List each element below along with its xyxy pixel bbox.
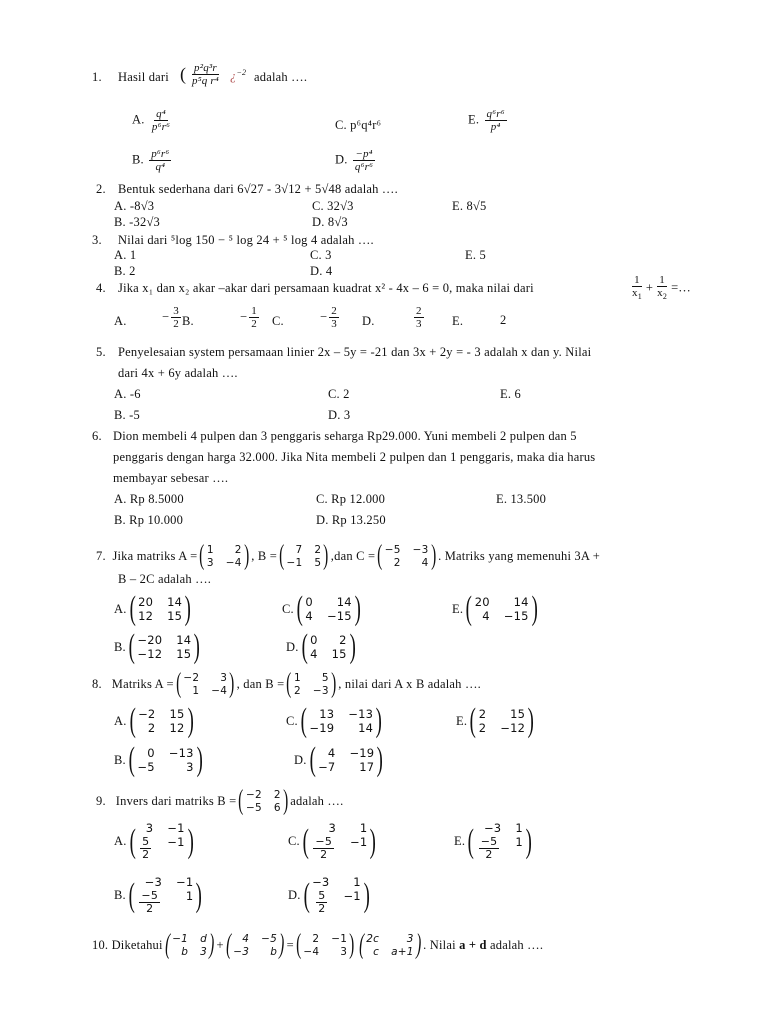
- q7-option-c: C. ( 0 14 4 −15 ): [282, 594, 363, 624]
- q8-option-a: A. ( −2 15 2 12 ): [114, 706, 196, 736]
- matrix-cell: 2: [478, 720, 487, 735]
- q1-frac-den: p⁵q r⁴: [192, 75, 219, 87]
- right-paren: ): [531, 590, 538, 627]
- right-paren: ): [349, 628, 356, 665]
- q5-line-2: dari 4x + 6y adalah ….: [118, 366, 238, 380]
- matrix-cell: 2c: [366, 932, 380, 945]
- matrix-grid: [286, 544, 321, 569]
- q5-line-1: Penyelesaian system persamaan linier 2x – 5y = -21 dan 3x + 2y = - 3 adalah x dan y. Nilai: [118, 345, 592, 359]
- matrix-cell: 0: [305, 594, 313, 609]
- matrix-cell: $\frac{5}{2}$: [142, 835, 150, 861]
- matrix-cell: −4: [225, 556, 242, 569]
- matrix-cell: 15: [169, 706, 185, 721]
- q9-option-a-matrix: [127, 822, 197, 861]
- matrix-cell: 3: [206, 556, 214, 569]
- q5-option-e: E. 6: [500, 387, 521, 401]
- matrix-cell: 1: [515, 835, 523, 849]
- matrix-cell: −2: [138, 706, 156, 721]
- q4-number: 4.: [96, 281, 106, 295]
- matrix-cell: −2: [245, 788, 262, 801]
- matrix-cell: 20: [474, 594, 490, 609]
- matrix-cell: −15: [326, 608, 352, 623]
- matrix-cell: $\frac{-5}{2}$: [315, 835, 333, 861]
- matrix-cell: −5: [261, 932, 278, 945]
- right-paren: ): [349, 929, 355, 960]
- q6-line-2: penggaris dengan harga 32.000. Jika Nita membeli 2 pulpen dan 1 penggaris, maka dia harus: [113, 450, 596, 464]
- q6-option-a: A. Rp 8.5000: [114, 492, 184, 506]
- right-paren: ): [279, 929, 285, 960]
- matrix-cell: 3: [220, 671, 228, 684]
- matrix-cell: 3: [186, 759, 194, 774]
- q8-matrix-a: [174, 669, 237, 699]
- q4-option-e-value: 2: [500, 313, 507, 327]
- right-paren: ): [430, 540, 436, 571]
- matrix-grid: [138, 596, 182, 623]
- right-paren: ): [369, 822, 377, 860]
- q9-option-c: C. ( 3 1 $\frac{-5}{2}$ −1 ): [288, 822, 379, 861]
- q7-option-b: B. ( −20 14 −12 15 ): [114, 632, 203, 662]
- q1-option-c: C. p⁶q⁴r⁶: [335, 118, 382, 132]
- matrix-grid: [138, 708, 184, 735]
- q8-option-c-matrix: [298, 702, 385, 739]
- matrix-cell: −5: [384, 543, 401, 556]
- q2-option-b: B. -32√3: [114, 215, 160, 229]
- left-paren: (: [303, 876, 310, 914]
- right-paren: ): [282, 785, 289, 816]
- q5-option-c: C. 2: [328, 387, 350, 401]
- matrix-cell: 6: [273, 801, 281, 814]
- q8-matrix-b: [284, 669, 338, 699]
- q6-line-1: Dion membeli 4 pulpen dan 3 penggaris seharga Rp29.000. Yuni membeli 2 pulpen dan 5: [113, 429, 577, 443]
- right-paren: ): [209, 929, 215, 960]
- q1-adalah: adalah ….: [254, 70, 308, 84]
- matrix-cell: −3: [312, 875, 330, 889]
- right-paren: ): [243, 540, 250, 571]
- q7-line-2: B – 2C adalah ….: [118, 572, 212, 586]
- matrix-grid: [172, 933, 207, 958]
- matrix-grid: [318, 747, 374, 774]
- matrix-cell: −5: [245, 801, 262, 814]
- matrix-cell: 14: [513, 594, 529, 609]
- matrix-grid: [312, 876, 361, 915]
- matrix-cell: −19: [309, 720, 335, 735]
- q9-option-e: E. ( −3 1 $\frac{-5}{2}$ 1 ): [454, 822, 534, 861]
- q7-stem: 7. Jika matriks A = ( 1 2 3 −4 ) , B = ( 7 2 −1 5 ) ,dan C = ( −5 −3 2 4 ) . Matriks yang memenuhi 3A +: [96, 540, 600, 571]
- matrix-cell: −3: [312, 684, 329, 697]
- matrix-cell: −1: [350, 835, 368, 849]
- matrix-cell: −13: [348, 706, 374, 721]
- matrix-cell: 2: [339, 632, 347, 647]
- q9-option-d-matrix: [301, 876, 373, 915]
- q4-option-d-label: D.: [362, 314, 375, 328]
- q10-matrix-1: [163, 930, 217, 960]
- left-paren: (: [295, 929, 302, 960]
- q8-option-b-matrix: [126, 741, 205, 778]
- left-paren: (: [296, 590, 303, 627]
- q9-matrix-b: [236, 786, 290, 816]
- right-paren: ): [229, 668, 235, 699]
- matrix-cell: 4: [242, 932, 250, 945]
- q1-fraction: [190, 62, 221, 87]
- q2-option-d: D. 8√3: [312, 215, 348, 229]
- q7-lead: Jika matriks A =: [112, 548, 198, 563]
- q2-option-e: E. 8√5: [452, 199, 487, 213]
- left-paren: (: [358, 929, 365, 960]
- matrix-cell: 1: [353, 875, 361, 889]
- right-paren: ): [415, 929, 421, 960]
- q3-option-a: A. 1: [114, 248, 137, 262]
- q3-text: Nilai dari ⁵log 150 − ⁵ log 24 + ⁵ log 4 adalah ….: [118, 233, 374, 247]
- right-paren: ): [375, 702, 383, 739]
- left-paren: (: [286, 668, 292, 699]
- matrix-cell: 2: [312, 932, 320, 945]
- q7-option-c-matrix: [294, 590, 363, 627]
- q1-option-b: B. $\frac{\text{p⁶r⁶}}{\text{q⁴}}$: [132, 148, 170, 173]
- q8-number: 8.: [92, 676, 102, 691]
- left-paren: (: [238, 785, 244, 816]
- matrix-grid: [475, 596, 529, 623]
- matrix-cell: 5: [321, 671, 329, 684]
- q9-option-b: B. ( −3 −1 $\frac{-5}{2}$ 1 ): [114, 876, 205, 915]
- right-paren: ): [525, 822, 532, 860]
- left-paren: (: [469, 702, 477, 739]
- matrix-cell: 1: [293, 671, 301, 684]
- matrix-cell: 1: [192, 684, 200, 697]
- q7-option-d: D. ( 0 2 4 15 ): [286, 632, 358, 662]
- matrix-cell: 3: [200, 945, 207, 958]
- matrix-cell: −1: [286, 556, 303, 569]
- matrix-cell: 15: [176, 646, 192, 661]
- left-paren: (: [301, 628, 308, 665]
- right-paren: ): [330, 668, 337, 699]
- matrix-cell: −5: [137, 759, 155, 774]
- matrix-cell: −15: [503, 608, 529, 623]
- right-paren: ): [527, 702, 535, 739]
- q3-option-c: C. 3: [310, 248, 332, 262]
- q6-option-b: B. Rp 10.000: [114, 513, 184, 527]
- matrix-cell: 20: [138, 594, 154, 609]
- q4-option-a-label: A.: [114, 314, 127, 328]
- left-paren: (: [279, 540, 285, 571]
- q3-option-b: B. 2: [114, 264, 136, 278]
- matrix-grid: [138, 822, 185, 861]
- matrix-cell: −1: [167, 835, 185, 849]
- matrix-cell: −1: [343, 889, 361, 903]
- right-paren: ): [193, 628, 201, 665]
- left-paren: (: [377, 540, 383, 571]
- matrix-cell: d: [200, 932, 207, 945]
- q1-frac-num: p²q³r: [194, 62, 217, 74]
- q2-number: 2.: [96, 182, 106, 196]
- matrix-cell: 2: [478, 706, 487, 721]
- q8-stem: 8. Matriks A = ( −2 3 1 −4 ) , dan B = ( 1 5 2 −3 ) , nilai dari A x B adalah ….: [92, 668, 481, 699]
- q4-option-b-value: − $\frac{1}{2}$: [240, 305, 257, 330]
- right-paren: ): [196, 741, 203, 778]
- matrix-cell: 3: [145, 821, 154, 835]
- left-paren: (: [129, 590, 136, 627]
- q9-option-e-matrix: [465, 822, 534, 861]
- right-paren: ): [363, 876, 370, 914]
- q8-option-c: C. ( 13 −13 −19 14 ): [286, 706, 385, 736]
- matrix-cell: c: [373, 945, 380, 958]
- matrix-cell: a+1: [391, 945, 414, 958]
- q9-option-c-matrix: [300, 822, 379, 861]
- q9-stem: 9. Invers dari matriks B = ( −2 2 −5 6 ) adalah ….: [96, 785, 344, 816]
- q2-text: Bentuk sederhana dari 6√27 - 3√12 + 5√48 adalah ….: [118, 182, 398, 196]
- matrix-cell: 14: [336, 594, 352, 609]
- q9-option-a: A. ( 3 −1 $\frac{5}{2}$ −1 ): [114, 822, 196, 861]
- q7-option-e: E. ( 20 14 4 −15 ): [452, 594, 540, 624]
- q7-matrix-b: [277, 541, 331, 571]
- matrix-cell: 1: [185, 889, 194, 903]
- q8-lead: Matriks A =: [111, 676, 174, 691]
- matrix-cell: −4: [211, 684, 228, 697]
- matrix-cell: 14: [167, 594, 183, 609]
- q10-matrix-2: [224, 930, 287, 960]
- left-paren: (: [129, 822, 136, 860]
- q1-option-d: D. $\frac{\text{−p⁴}}{\text{q⁶r⁶}}$: [335, 148, 374, 173]
- matrix-cell: b: [270, 945, 278, 958]
- matrix-cell: −1: [331, 932, 348, 945]
- q8-option-d-matrix: [307, 741, 386, 778]
- q4-option-b-label: B.: [182, 314, 194, 328]
- matrix-cell: $\frac{-5}{2}$: [141, 889, 159, 915]
- matrix-grid: [294, 672, 329, 697]
- matrix-cell: −4: [303, 945, 320, 958]
- left-paren: (: [128, 628, 135, 665]
- q1-tail-symbol: ¿$^{-2}$: [230, 68, 247, 84]
- q10-matrix-4: [357, 930, 423, 960]
- right-paren: ): [187, 822, 194, 860]
- q8-option-a-matrix: [127, 702, 196, 739]
- matrix-cell: 4: [310, 646, 318, 661]
- matrix-grid: [137, 634, 191, 661]
- q5-option-b: B. -5: [114, 408, 140, 422]
- q4-expression: $\frac{1}{x_1}$ + $\frac{1}{x_2}$ =…: [632, 274, 692, 302]
- q7-option-b-matrix: [126, 628, 203, 665]
- q4-text: Jika x₁ dan x₂ akar –akar dari persamaan kuadrat x² - 4x – 6 = 0, maka nilai dari: [118, 281, 534, 295]
- q7-option-a-matrix: [127, 590, 194, 627]
- matrix-cell: 12: [138, 608, 154, 623]
- q6-option-d: D. Rp 13.250: [316, 513, 386, 527]
- left-paren: (: [302, 822, 309, 860]
- matrix-cell: −20: [137, 632, 163, 647]
- matrix-cell: −1: [176, 875, 194, 889]
- q1-number: 1.: [92, 70, 102, 84]
- matrix-grid: [183, 672, 227, 697]
- left-paren: (: [465, 590, 473, 627]
- q10-matrix-3: [294, 930, 357, 960]
- matrix-grid: [310, 634, 347, 661]
- q8-option-e: E. ( 2 15 2 −12 ): [456, 706, 537, 736]
- matrix-cell: 2: [314, 543, 322, 556]
- q5-option-d: D. 3: [328, 408, 351, 422]
- q3-option-d: D. 4: [310, 264, 333, 278]
- left-paren: (: [309, 741, 316, 778]
- matrix-cell: 2: [293, 684, 301, 697]
- matrix-cell: −12: [137, 646, 163, 661]
- matrix-cell: 1: [515, 821, 523, 835]
- q4-option-c-label: C.: [272, 314, 284, 328]
- q7-matrix-a: [197, 541, 251, 571]
- q1-option-e: E. $\frac{\text{q⁶r⁶}}{\text{p⁴}}$: [468, 108, 505, 133]
- left-paren: (: [128, 876, 135, 914]
- q6-line-3: membayar sebesar ….: [113, 471, 229, 485]
- q10-stem: 10. Diketahui ( −1 d b 3 ) + ( 4 −5 −3 b ) = ( 2 −1 −4 3 ) ( 2c 3 c a+1 ) . Nilai a + d adalah ….: [92, 929, 544, 960]
- q10-number: 10.: [92, 937, 109, 952]
- right-paren: ): [187, 702, 194, 739]
- matrix-grid: [305, 596, 351, 623]
- matrix-grid: [477, 822, 523, 861]
- q1-option-a: A. $\frac{\text{q⁴}}{\text{p⁶r⁶}}$: [132, 108, 171, 133]
- matrix-cell: 1: [206, 543, 214, 556]
- matrix-cell: 15: [510, 706, 526, 721]
- matrix-cell: −3: [483, 821, 502, 835]
- q2-option-a: A. -8√3: [114, 199, 155, 213]
- q4-option-d-value: $\frac{2}{3}$: [416, 305, 422, 330]
- matrix-cell: b: [181, 945, 189, 958]
- q3-option-e: E. 5: [465, 248, 486, 262]
- matrix-cell: 7: [295, 543, 303, 556]
- q5-number: 5.: [96, 345, 106, 359]
- q7-number: 7.: [96, 548, 106, 563]
- right-paren: ): [354, 590, 361, 627]
- q7-option-d-matrix: [299, 628, 359, 665]
- matrix-grid: [137, 876, 193, 915]
- q4-option-c-value: − $\frac{2}{3}$: [320, 305, 337, 330]
- matrix-grid: [246, 789, 281, 814]
- matrix-cell: −2: [183, 671, 200, 684]
- matrix-grid: [311, 822, 367, 861]
- q3-number: 3.: [92, 233, 102, 247]
- matrix-grid: [233, 933, 277, 958]
- matrix-cell: 15: [167, 608, 183, 623]
- matrix-cell: 3: [340, 945, 348, 958]
- left-paren: (: [225, 929, 232, 960]
- matrix-grid: [303, 933, 347, 958]
- matrix-cell: −12: [500, 720, 526, 735]
- matrix-grid: [385, 544, 429, 569]
- q8-option-e-matrix: [467, 702, 536, 739]
- matrix-cell: 2: [393, 556, 401, 569]
- q9-option-d: D. ( −3 1 $\frac{5}{2}$ −1 ): [288, 876, 372, 915]
- q1-paren: (: [180, 64, 187, 84]
- q1-lead: Hasil dari: [118, 70, 169, 84]
- matrix-cell: 2: [234, 543, 242, 556]
- q9-lead: Invers dari matriks B =: [115, 793, 237, 808]
- matrix-cell: −19: [349, 745, 375, 760]
- matrix-cell: 5: [314, 556, 322, 569]
- matrix-cell: −3: [144, 875, 163, 889]
- q2-option-c: C. 32√3: [312, 199, 354, 213]
- matrix-cell: 14: [176, 632, 192, 647]
- matrix-cell: 14: [358, 720, 374, 735]
- left-paren: (: [164, 929, 171, 960]
- matrix-cell: 3: [406, 932, 414, 945]
- left-paren: (: [300, 702, 307, 739]
- matrix-cell: 1: [359, 821, 368, 835]
- q4-option-e-label: E.: [452, 314, 464, 328]
- matrix-cell: 12: [169, 720, 185, 735]
- matrix-cell: −1: [167, 821, 185, 835]
- q9-option-b-matrix: [126, 876, 205, 915]
- left-paren: (: [199, 540, 205, 571]
- right-paren: ): [376, 741, 384, 778]
- left-paren: (: [467, 822, 475, 860]
- q6-option-c: C. Rp 12.000: [316, 492, 386, 506]
- matrix-cell: −3: [412, 543, 429, 556]
- matrix-grid: [366, 933, 413, 958]
- matrix-grid: [309, 708, 373, 735]
- matrix-cell: $\frac{5}{2}$: [318, 889, 326, 915]
- matrix-cell: −13: [168, 745, 194, 760]
- matrix-cell: 4: [421, 556, 429, 569]
- matrix-cell: $\frac{-5}{2}$: [480, 835, 498, 861]
- matrix-cell: 17: [359, 759, 375, 774]
- matrix-cell: −7: [318, 759, 336, 774]
- q6-option-e: E. 13.500: [496, 492, 547, 506]
- q7-option-a: A. ( 20 14 12 15 ): [114, 594, 194, 624]
- q10-lead: Diketahui: [111, 937, 163, 952]
- matrix-cell: −3: [233, 945, 250, 958]
- left-paren: (: [175, 668, 182, 699]
- matrix-cell: 4: [482, 608, 490, 623]
- right-paren: ): [184, 590, 192, 627]
- q7-option-e-matrix: [463, 590, 540, 627]
- matrix-cell: 3: [328, 821, 337, 835]
- q7-matrix-c: [375, 541, 438, 571]
- matrix-cell: 13: [319, 706, 335, 721]
- right-paren: ): [195, 876, 203, 914]
- matrix-cell: 0: [310, 632, 318, 647]
- q8-option-d: D. ( 4 −19 −7 17 ): [294, 745, 386, 775]
- q8-option-b: B. ( 0 −13 −5 3 ): [114, 745, 205, 775]
- matrix-grid: [137, 747, 193, 774]
- q5-option-a: A. -6: [114, 387, 141, 401]
- left-paren: (: [129, 702, 136, 739]
- matrix-cell: 4: [327, 745, 336, 760]
- matrix-cell: −1: [172, 932, 189, 945]
- q4-option-a-value: − $\frac{3}{2}$: [162, 305, 179, 330]
- left-paren: (: [128, 741, 135, 778]
- matrix-cell: 0: [147, 745, 155, 760]
- matrix-cell: 2: [273, 788, 281, 801]
- matrix-cell: 2: [147, 720, 156, 735]
- q6-number: 6.: [92, 429, 102, 443]
- q9-number: 9.: [96, 793, 106, 808]
- matrix-cell: 4: [305, 608, 313, 623]
- matrix-grid: [207, 544, 242, 569]
- matrix-grid: [479, 708, 525, 735]
- matrix-cell: 15: [331, 646, 347, 661]
- right-paren: ): [323, 540, 329, 571]
